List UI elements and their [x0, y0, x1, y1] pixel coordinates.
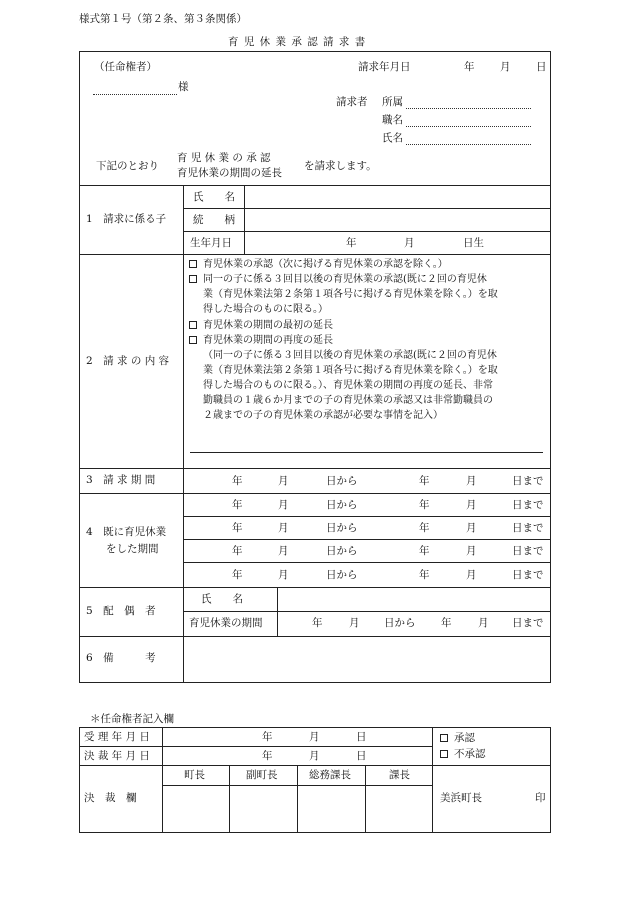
period-to-day: 日まで — [512, 499, 544, 511]
spouse-from-day: 日から — [384, 617, 416, 629]
intro-left: 下記のとおり — [96, 160, 159, 172]
form-number: 様式第１号（第２条、第３条関係） — [79, 13, 247, 25]
period-to-year: 年 — [419, 499, 430, 511]
sama-label: 様 — [178, 81, 189, 93]
reason-note: 業（育児休業法第２条第１項各号に掲げる育児休業を除く。）を取 — [203, 365, 498, 376]
position-field[interactable] — [406, 126, 531, 127]
reason-note: （同一の子に係る３回目以後の育児休業の承認(既に２回の育児休 — [203, 350, 497, 361]
period-to-month: 月 — [466, 522, 477, 534]
name-label: 氏名 — [382, 132, 403, 144]
period-to-month: 月 — [466, 569, 477, 581]
spouse-name-field[interactable] — [283, 590, 547, 608]
spouse-to-month: 月 — [478, 617, 489, 629]
period-from-year: 年 — [232, 499, 243, 511]
kessai-label: 決 裁 欄 — [84, 792, 137, 804]
child-name-field[interactable] — [250, 189, 548, 207]
period-from-month: 月 — [278, 499, 289, 511]
period-from-month: 月 — [278, 545, 289, 557]
decided-day: 日 — [356, 750, 367, 762]
child-relation-label: 続 柄 — [193, 214, 235, 226]
decided-month: 月 — [309, 750, 320, 762]
page-title: 育 児 休 業 承 認 請 求 書 — [228, 36, 367, 48]
period-from-day: 日から — [326, 569, 358, 581]
period-from-month: 月 — [278, 569, 289, 581]
period-to-day: 日まで — [512, 475, 544, 487]
period-from-year: 年 — [232, 545, 243, 557]
reason-input-line[interactable] — [190, 452, 543, 453]
received-month: 月 — [309, 731, 320, 743]
section4-label-1: 4 既に育児休業 — [86, 526, 167, 538]
affiliation-field[interactable] — [406, 108, 531, 109]
period-from-day: 日から — [326, 545, 358, 557]
appointer-name-line[interactable] — [93, 94, 177, 95]
reason-note: 得した場合のものに限る。）、育児休業の期間の再度の延長、非常 — [203, 380, 493, 391]
requester-label: 請求者 — [336, 96, 368, 108]
appointer-section-title: ＊任命権者記入欄 — [90, 713, 174, 725]
option-third-approval[interactable]: 同一の子に係る３回目以後の育児休業の承認(既に２回の育児休 — [189, 274, 487, 286]
request-date-day: 日 — [536, 61, 547, 73]
remarks-field[interactable] — [188, 640, 546, 680]
period-to-month: 月 — [466, 499, 477, 511]
birth-year: 年 — [346, 237, 357, 249]
option-third-approval-cont: 業（育児休業法第２条第１項各号に掲げる育児休業を除く。）を取 — [203, 289, 498, 300]
received-date-label: 受 理 年 月 日 — [84, 731, 150, 743]
child-relation-field[interactable] — [250, 212, 548, 230]
spouse-from-month: 月 — [349, 617, 360, 629]
option-second-extension[interactable]: 育児休業の期間の再度の延長 — [189, 335, 333, 347]
name-field[interactable] — [406, 144, 531, 145]
birthdate-label: 生年月日 — [190, 237, 232, 249]
received-day: 日 — [356, 731, 367, 743]
decided-date-label: 決 裁 年 月 日 — [84, 750, 150, 762]
section6-label: 6 備 考 — [86, 652, 156, 664]
decided-year: 年 — [262, 750, 273, 762]
period-from-day: 日から — [326, 522, 358, 534]
section5-label: 5 配 偶 者 — [86, 605, 156, 617]
period-to-day: 日まで — [512, 522, 544, 534]
intro-option-extension[interactable]: 育児休業の期間の延長 — [177, 167, 282, 179]
section3-label: 3 請 求 期 間 — [86, 474, 156, 486]
received-year: 年 — [262, 731, 273, 743]
position-label: 職名 — [382, 114, 403, 126]
period-to-day: 日まで — [512, 545, 544, 557]
spouse-name-label: 氏 名 — [201, 593, 243, 605]
checkbox[interactable] — [189, 321, 197, 329]
checkbox[interactable] — [189, 260, 197, 268]
period-to-day: 日まで — [512, 569, 544, 581]
period-from-day: 日から — [326, 475, 358, 487]
period-to-year: 年 — [419, 522, 430, 534]
birth-month: 月 — [404, 237, 415, 249]
period-to-year: 年 — [419, 569, 430, 581]
stamp-col-section-chief: 課長 — [389, 769, 410, 781]
request-date-label: 請求年月日 — [358, 61, 411, 73]
checkbox[interactable] — [440, 734, 448, 742]
period-from-month: 月 — [278, 475, 289, 487]
period-to-month: 月 — [466, 545, 477, 557]
appointer-label: （任命権者） — [94, 61, 157, 73]
option-first-extension[interactable]: 育児休業の期間の最初の延長 — [189, 320, 333, 332]
period-from-year: 年 — [232, 475, 243, 487]
spouse-from-year: 年 — [312, 617, 323, 629]
period-from-year: 年 — [232, 569, 243, 581]
period-from-day: 日から — [326, 499, 358, 511]
spouse-to-day: 日まで — [512, 617, 544, 629]
intro-right: を請求します。 — [304, 160, 377, 172]
stamp-col-mayor: 町長 — [184, 769, 205, 781]
mayor-label: 美浜町長 — [440, 792, 482, 804]
reject-option[interactable]: 不承認 — [440, 748, 486, 760]
section1-label: 1 請求に係る子 — [86, 213, 167, 225]
checkbox[interactable] — [189, 275, 197, 283]
period-to-year: 年 — [419, 545, 430, 557]
affiliation-label: 所属 — [382, 96, 403, 108]
request-date-month: 月 — [500, 61, 511, 73]
checkbox[interactable] — [440, 750, 448, 758]
option-approval[interactable]: 育児休業の承認（次に掲げる育児休業の承認を除く。） — [189, 259, 448, 271]
spouse-period-label: 育児休業の期間 — [189, 617, 263, 629]
reason-note: ２歳までの子の育児休業の承認が必要な事情を記入） — [203, 410, 443, 421]
period-from-year: 年 — [232, 522, 243, 534]
request-date-year: 年 — [464, 61, 475, 73]
birth-day: 日生 — [463, 237, 484, 249]
period-from-month: 月 — [278, 522, 289, 534]
stamp-col-general-affairs: 総務課長 — [309, 769, 351, 781]
intro-option-approval[interactable]: 育 児 休 業 の 承 認 — [177, 152, 271, 164]
stamp-col-deputy: 副町長 — [246, 769, 278, 781]
option-third-approval-cont: 得した場合のものに限る。） — [203, 304, 328, 315]
reason-note: 勤職員の１歳６か月までの子の育児休業の承認又は非常勤職員の — [203, 395, 493, 406]
period-to-year: 年 — [419, 475, 430, 487]
child-name-label: 氏 名 — [193, 191, 235, 203]
approve-option[interactable]: 承認 — [440, 732, 475, 744]
checkbox[interactable] — [189, 336, 197, 344]
section2-label: 2 請 求 の 内 容 — [86, 355, 170, 367]
period-to-month: 月 — [466, 475, 477, 487]
spouse-to-year: 年 — [441, 617, 452, 629]
section4-label-2: をした期間 — [106, 543, 159, 555]
seal-label: 印 — [535, 792, 546, 804]
